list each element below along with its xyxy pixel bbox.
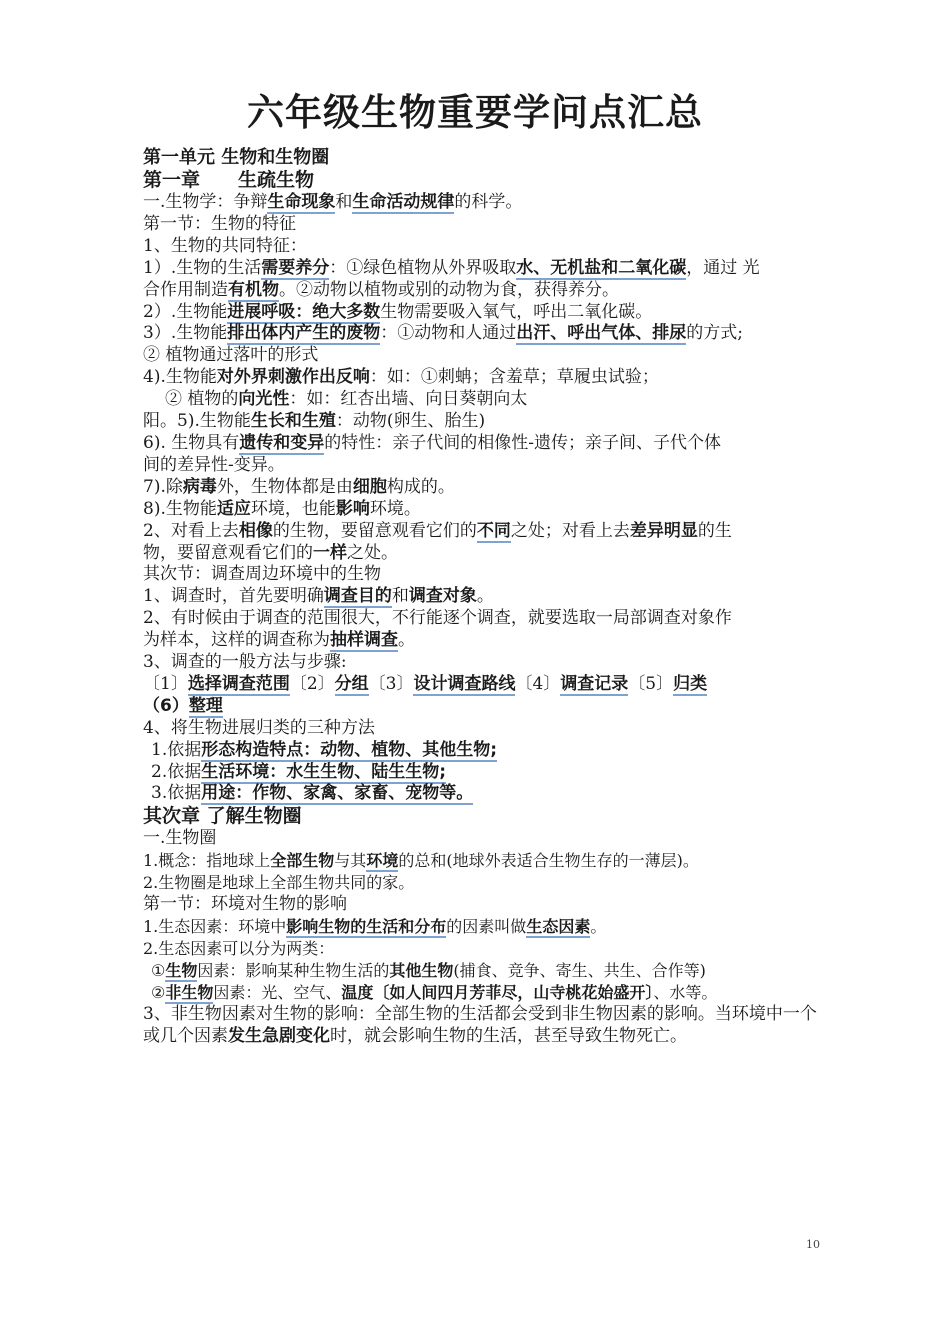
text-line: 物，要留意观看它们的一样之处。 [143, 542, 398, 563]
section-heading: 第一节：生物的特征 [143, 213, 296, 234]
text-line: 阳。5).生物能生长和生殖：动物(卵生、胎生) [143, 411, 486, 432]
text-line: 合作用制造有机物。②动物以植物或别的动物为食，获得养分。 [143, 279, 619, 300]
text-line: ② 植物通过落叶的形式 [143, 345, 319, 366]
text-line: 6). 生物具有遗传和变异的特性：亲子代间的相像性-遗传；亲子间、子代个体 [143, 432, 722, 453]
text-line: 3）.生物能排出体内产生的废物：①动物和人通过出汗、呼出气体、排尿的方式; [143, 323, 743, 344]
text-line: 1、生物的共同特征： [143, 235, 307, 256]
text-line: 间的差异性-变异。 [143, 454, 285, 475]
text-line: 2、有时候由于调查的范围很大，不行能逐个调查，就要选取一局部调查对象作 [143, 608, 732, 629]
document-body [143, 146, 818, 1047]
list-item: 1.依据形态构造特点：动物、植物、其他生物; [151, 739, 498, 760]
list-item: ②非生物因素：光、空气、温度〔如人间四月芳菲尽，山寺桃花始盛开〕、水等。 [151, 982, 718, 1002]
text-line: 8).生物能适应环境，也能影响环境。 [143, 498, 421, 519]
text-line: 1）.生物的生活需要养分：①绿色植物从外界吸取水、无机盐和二氧化碳，通过 光 [143, 257, 760, 278]
text-line: 2.生态因素可以分为两类： [143, 938, 335, 958]
text-line: ② 植物的向光性：如：红杏出墙、向日葵朝向太 [165, 389, 528, 410]
text-line: 2.生物圈是地球上全部生物共同的家。 [143, 873, 415, 893]
list-item: 2.依据生活环境：水生生物、陆生生物; [151, 761, 447, 782]
unit-heading: 第一单元 生物和生物圈 [143, 147, 330, 168]
text-line: 7).除病毒外，生物体都是由细胞构成的。 [143, 476, 455, 497]
text-line: 4).生物能对外界刺激作出反响：如：①刺蚺；含羞草；草履虫试验； [143, 367, 659, 388]
page-title: 六年级生物重要学问点汇总 [247, 91, 703, 134]
text-line: 2）.生物能进展呼吸：绝大多数生物需要吸入氧气，呼出二氧化碳。 [143, 301, 653, 322]
text-line: 1.概念：指地球上全部生物与其环境的总和(地球外表适合生物生存的一薄层)。 [143, 851, 699, 871]
list-item: ①生物因素：影响某种生物生活的其他生物(捕食、竞争、寄生、共生、合作等) [151, 960, 706, 980]
text-line: 一.生物学：争辩生命现象和生命活动规律的科学。 [143, 192, 523, 212]
text-line: 3、调查的一般方法与步骤: [143, 652, 347, 673]
text-line: 为样本，这样的调查称为抽样调查。 [143, 630, 415, 651]
text-line: 4、将生物进展归类的三种方法 [143, 717, 375, 738]
text-line: 1、调查时，首先要明确调查目的和调查对象。 [143, 586, 494, 607]
chapter-heading: 第一章 生疏生物 [143, 169, 315, 191]
section-heading: 第一节：环境对生物的影响 [143, 894, 347, 915]
text-line: （6）整理 [143, 695, 223, 716]
chapter-heading: 其次章 了解生物圈 [143, 805, 302, 828]
section-heading: 一.生物圈 [143, 828, 217, 849]
list-item: 3.依据用途：作物、家禽、家畜、宠物等。 [151, 783, 474, 804]
text-line: 〔1〕选择调查范围〔2〕分组〔3〕设计调查路线〔4〕调查记录〔5〕归类 [143, 673, 708, 694]
text-line: 1.生态因素：环境中影响生物的生活和分布的因素叫做生态因素。 [143, 917, 607, 936]
paragraph: 3、非生物因素对生物的影响：全部生物的生活都会受到非生物因素的影响。当环境中一个或几个因素发生急剧变化时，就会影响生物的生活，甚至导致生物死亡。 [143, 1003, 817, 1046]
section-heading: 其次节：调查周边环境中的生物 [143, 564, 381, 585]
page-number: 10 [806, 1238, 820, 1251]
text-line: 2、对看上去相像的生物，要留意观看它们的不同之处；对看上去差异明显的生 [143, 520, 732, 541]
